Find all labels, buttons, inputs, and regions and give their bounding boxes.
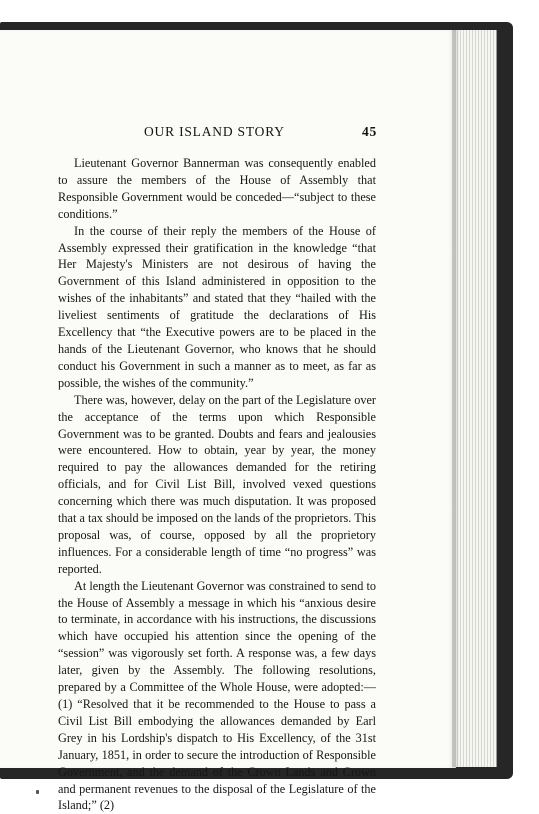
scan-speck [36, 790, 39, 794]
gutter-shadow [452, 30, 460, 767]
book-page [0, 30, 456, 813]
body-text [58, 155, 376, 814]
paragraph-4: At length the Lieutenant Governor was constrained to send to the House of Assembly a message in which his “anxious desire to terminate, in accordance with his instructions, the discussions which have occupied his attention since the opening of the “session” was vigorously set forth. A response was, a few days later, given by the Assembly. The following resolutions, prepared by a Committee of the Whole House, were adopted:—(1) “Resolved that it be recommended to the House to pass a Civil List Bill embodying the allowances demanded by Earl Grey in his Lordship's dispatch to His Excellency, of the 31st January, 1851, in order to secure the introduction of Responsible Government, and the demand of the Crown Lands and Crown and permanent revenues to the disposal of the Legislature of the Island;” (2) [58, 578, 376, 813]
paragraph-3: There was, however, delay on the part of the Legislature over the acceptance of the terms upon which Responsible Government was to be granted. Doubts and fears and jealousies were encountered. How to obtain, year by year, the money required to pay the allowances demanded for the retiring officials, and for Civil List Bill, involved vexed questions concerning which there was much disputation. It was proposed that a tax should be imposed on the lands of the proprietors. This proposal was, of course, opposed by all the proprietory influences. For a considerable length of time “no progress” was reported. [58, 392, 376, 576]
page-number: 45 [362, 124, 378, 139]
paragraph-1: Lieutenant Governor Bannerman was consequently enabled to assure the members of the House of Assembly that Responsible Government would be conceded—“subject to these conditions.” [58, 156, 376, 221]
paragraph-2: In the course of their reply the members of the House of Assembly expressed their gratification in the knowledge “that Her Majesty's Ministers are not desirous of having the Government of this Island administered in opposition to the wishes of the inhabitants” and stated that they “hailed with the liveliest sentiments of gratitude the declarations of His Excellency that “the Executive powers are to be placed in the hands of the Lieutenant Governor, who knows that he should conduct his Government in such a manner as to meet, as far as possible, the wishes of the community.” [58, 223, 376, 390]
running-head-title: OUR ISLAND STORY [144, 124, 285, 139]
